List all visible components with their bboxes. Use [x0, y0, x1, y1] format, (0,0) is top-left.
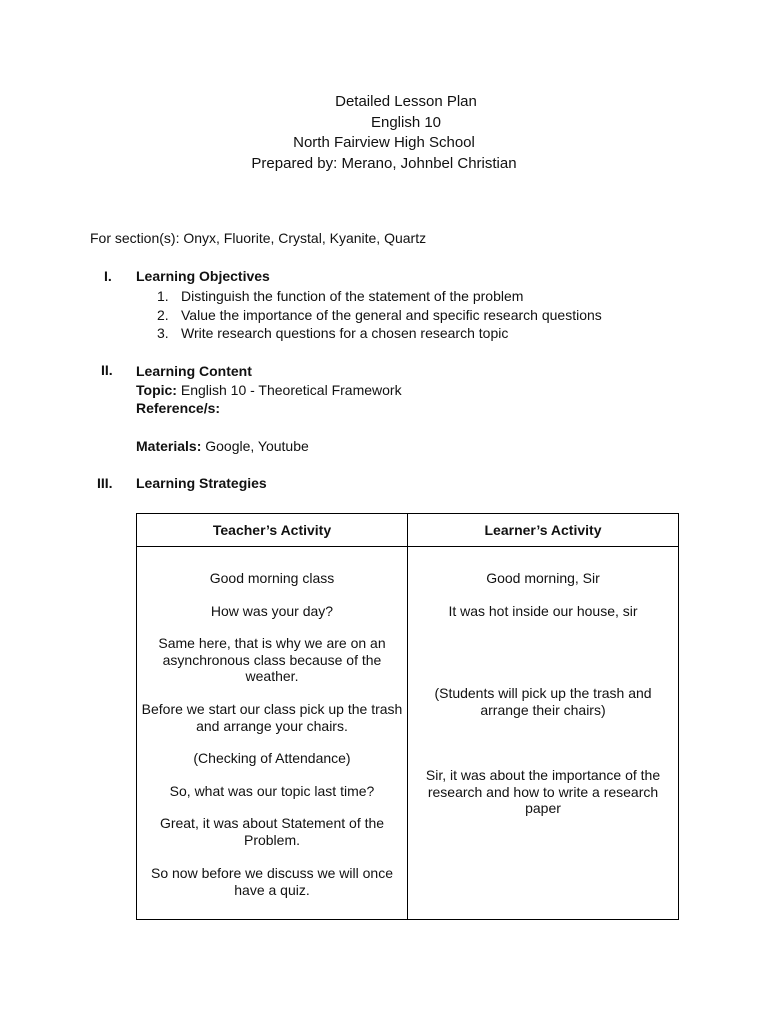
strategies-numeral: III.	[97, 475, 113, 491]
list-item: 3. Write research questions for a chosen research topic	[157, 325, 509, 342]
school-line: North Fairview High School	[293, 134, 475, 151]
strategies-title: Learning Strategies	[136, 475, 267, 491]
teacher-line: Good morning class	[209, 570, 335, 586]
table-header-row	[137, 514, 679, 547]
teacher-line: Same here, that is why we are on an asynchronous class because of the weather.	[158, 635, 386, 684]
reference-line: Reference/s:	[136, 400, 221, 417]
activity-table	[136, 513, 679, 920]
teacher-activity-cell	[137, 547, 408, 920]
learner-line: Good morning, Sir	[486, 570, 600, 586]
objectives-numeral: I.	[104, 268, 112, 284]
teacher-line: So now before we discuss we will once have a quiz.	[150, 865, 393, 898]
learner-line: It was hot inside our house, sir	[448, 603, 638, 619]
topic-line: Topic: English 10 - Theoretical Framework	[136, 381, 402, 398]
list-item: 1. Distinguish the function of the statement of the problem	[157, 288, 524, 304]
document-header	[0, 92, 768, 174]
materials-line: Materials: Google, Youtube	[136, 437, 309, 454]
list-item: 2. Value the importance of the general and specific research questions	[157, 306, 602, 323]
teacher-activity-header: Teacher’s Activity	[137, 514, 408, 547]
learner-activity-cell	[408, 547, 679, 920]
subject-line: English 10	[370, 113, 442, 131]
prepared-by-line: Prepared by: Merano, Johnbel Christian	[251, 154, 517, 172]
teacher-line: (Checking of Attendance)	[193, 750, 351, 766]
objectives-list	[157, 287, 602, 343]
learner-line: (Students will pick up the trash and arrange their chairs)	[434, 685, 652, 718]
table-row	[137, 547, 679, 920]
content-numeral: II.	[101, 362, 113, 378]
teacher-line: Before we start our class pick up the trash and arrange your chairs.	[141, 701, 403, 734]
sections-line: For section(s): Onyx, Fluorite, Crystal, Kyanite, Quartz	[90, 230, 427, 246]
teacher-line: How was your day?	[210, 603, 334, 619]
objectives-title: Learning Objectives	[136, 268, 270, 284]
teacher-line: So, what was our topic last time?	[169, 783, 375, 799]
learner-line: Sir, it was about the importance of the research and how to write a research paper	[425, 767, 661, 816]
teacher-line: Great, it was about Statement of the Problem.	[159, 815, 385, 848]
learner-activity-header: Learner’s Activity	[408, 514, 679, 547]
content-block	[136, 362, 402, 456]
document-title: Detailed Lesson Plan	[335, 93, 477, 110]
content-title: Learning Content	[136, 363, 252, 379]
